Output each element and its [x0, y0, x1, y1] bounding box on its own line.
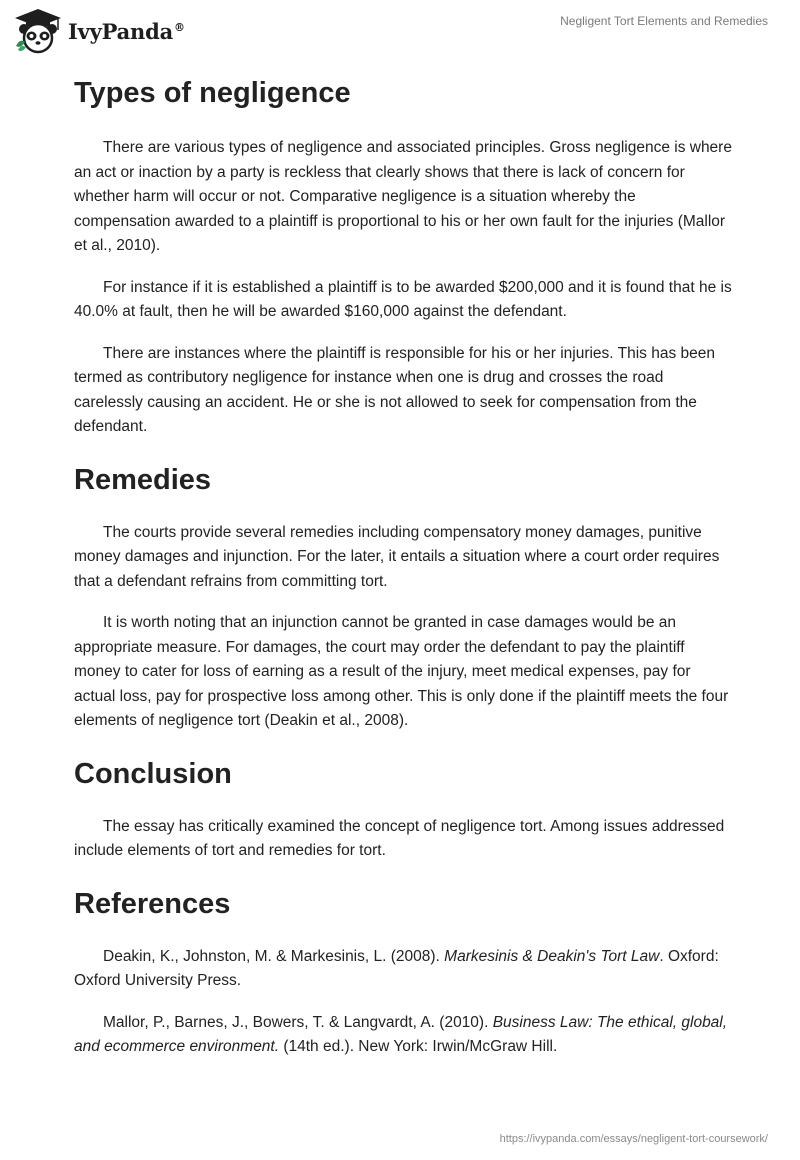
registered-mark: ® — [174, 20, 185, 34]
heading-types-of-negligence: Types of negligence — [74, 77, 351, 109]
reference-publisher: (14th ed.). New York: Irwin/McGraw Hill. — [279, 1038, 558, 1055]
paragraph: The essay has critically examined the concept of negligence tort. Among issues addressed include elements of tort and remedies for tort. — [74, 817, 725, 859]
paragraph: For instance if it is established a plaintiff is to be awarded $200,000 and it is found that he is 40.0% at fault, then he will be awarded $160,000 against the defendant. — [74, 278, 732, 320]
reference-item — [74, 945, 734, 994]
reference-publisher: . Oxford: Oxford University Press. — [74, 947, 719, 989]
reference-authors: Deakin, K., Johnston, M. & Markesinis, L. (2008). — [103, 947, 445, 965]
document-title: Negligent Tort Elements and Remedies — [560, 14, 768, 28]
reference-item — [74, 1011, 734, 1060]
heading-conclusion: Conclusion — [74, 757, 232, 790]
panda-graduate-icon — [14, 8, 62, 54]
source-url[interactable]: https://ivypanda.com/essays/negligent-tort-coursework/ — [499, 1133, 768, 1145]
reference-title: Business Law: The ethical, global, and ecommerce environment. — [74, 1013, 728, 1055]
heading-references: References — [74, 887, 231, 920]
page-header — [0, 0, 800, 60]
essay-content — [74, 70, 734, 1060]
paragraph: The courts provide several remedies including compensatory money damages, punitive money damages and injunction. For the later, it entails a situation where a court order requires that a defendant refrains from committing tort. — [74, 523, 720, 590]
reference-authors: Mallor, P., Barnes, J., Bowers, T. & Langvardt, A. (2010). — [103, 1013, 493, 1031]
logo-text: IvyPanda® — [68, 18, 185, 44]
paragraph: There are instances where the plaintiff is responsible for his or her injuries. This has been termed as contributory negligence for instance when one is drug and crosses the road carelessly causing an accident. He or she is not allowed to seek for compensation from the defendant. — [74, 344, 716, 435]
paragraph: There are various types of negligence and associated principles. Gross negligence is where an act or inaction by a party is reckless that clearly shows that there is lack of concern for whether harm will occur or not. Comparative negligence is a situation whereby the compensation awarded to a plaintiff is proportional to his or her own fault for the injuries (Mallor et al., 2010). — [74, 139, 732, 254]
reference-title: Markesinis & Deakin's Tort Law — [444, 947, 660, 965]
paragraph: It is worth noting that an injunction cannot be granted in case damages would be an appropriate measure. For damages, the court may order the defendant to pay the plaintiff money to cater for loss of earning as a result of the injury, meet medical expenses, pay for actual loss, pay for prospective loss among other. This is only done if the plaintiff meets the four elements of negligence tort (Deakin et al., 2008). — [74, 614, 729, 729]
heading-remedies: Remedies — [74, 463, 212, 496]
ivypanda-logo[interactable] — [14, 8, 185, 54]
